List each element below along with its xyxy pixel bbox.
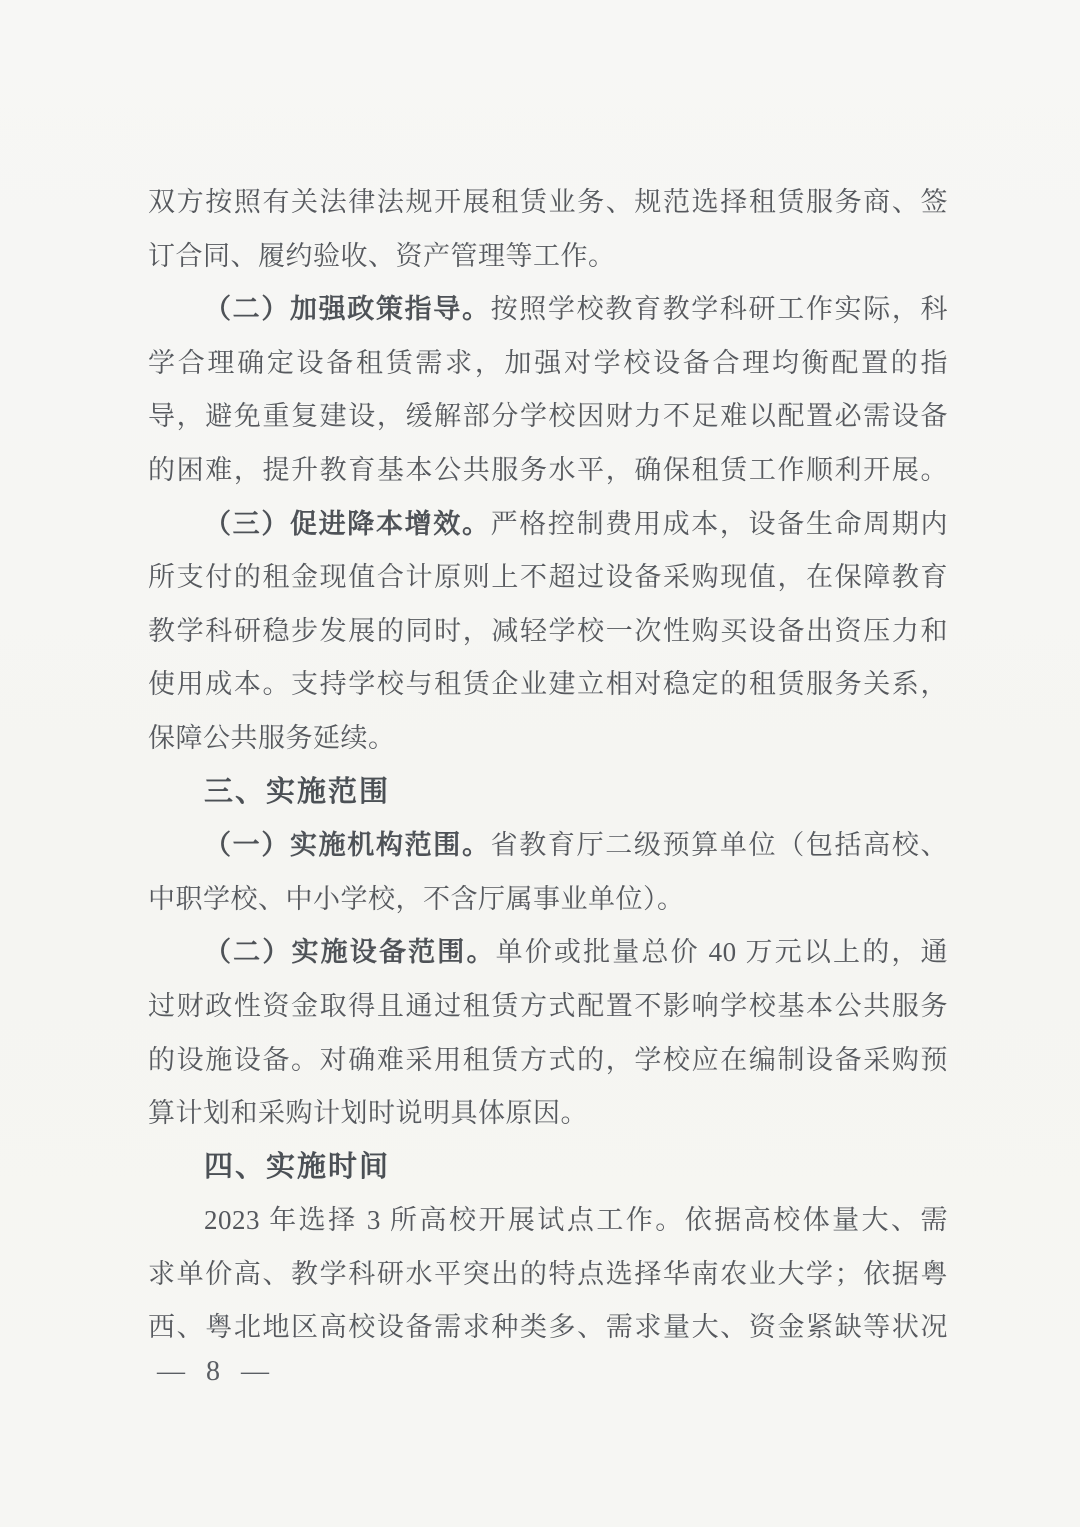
text-line: 的设施设备。对确难采用租赁方式的，学校应在编制设备采购预 — [148, 1044, 948, 1075]
text-line: 订合同、履约验收、资产管理等工作。 — [148, 240, 616, 271]
section-heading: 四、实施时间 — [204, 1150, 391, 1183]
text-line: 所支付的租金现值合计原则上不超过设备采购现值，在保障教育 — [148, 562, 948, 593]
text-line — [148, 926, 948, 980]
paragraph-text: 严格控制费用成本，设备生命周期内 — [490, 508, 949, 539]
text-line: 过财政性资金取得且通过租赁方式配置不影响学校基本公共服务 — [148, 990, 948, 1021]
text-line: 保障公共服务延续。 — [148, 722, 396, 753]
paragraph-lead: （二）加强政策指导。 — [204, 294, 491, 325]
text-line — [148, 819, 948, 873]
paragraph-text: 单价或批量总价 40 万元以上的，通 — [495, 937, 949, 968]
text-line: 西、粤北地区高校设备需求种类多、需求量大、资金紧缺等状况 — [148, 1312, 948, 1343]
text-line — [148, 498, 948, 552]
text-line: 使用成本。支持学校与租赁企业建立相对稳定的租赁服务关系， — [148, 669, 948, 700]
page-number: — 8 — — [157, 1356, 272, 1387]
paragraph-lead: （一）实施机构范围。 — [204, 830, 491, 861]
text-line — [148, 283, 948, 337]
paragraph-text: 省教育厅二级预算单位（包括高校、 — [490, 830, 949, 861]
paragraph-lead: （三）促进降本增效。 — [204, 508, 491, 539]
text-line: 的困难，提升教育基本公共服务水平，确保租赁工作顺利开展。 — [148, 454, 948, 485]
text-line: 教学科研稳步发展的同时，减轻学校一次性购买设备出资压力和 — [148, 615, 948, 646]
paragraph-lead: （二）实施设备范围。 — [204, 937, 496, 968]
text-line: 2023 年选择 3 所高校开展试点工作。依据高校体量大、需 — [204, 1205, 948, 1236]
paragraph-text: 按照学校教育教学科研工作实际，科 — [490, 294, 949, 325]
text-line: 求单价高、教学科研水平突出的特点选择华南农业大学；依据粤 — [148, 1258, 948, 1289]
text-line: 双方按照有关法律法规开展租赁业务、规范选择租赁服务商、签 — [148, 187, 948, 217]
text-line: 导，避免重复建设，缓解部分学校因财力不足难以配置必需设备 — [148, 401, 948, 432]
page-content — [148, 176, 948, 1355]
section-heading: 三、实施范围 — [204, 775, 391, 808]
text-line: 学合理确定设备租赁需求，加强对学校设备合理均衡配置的指 — [148, 347, 948, 378]
text-line: 算计划和采购计划时说明具体原因。 — [148, 1098, 588, 1129]
text-line: 中职学校、中小学校，不含厅属事业单位）。 — [148, 883, 685, 914]
